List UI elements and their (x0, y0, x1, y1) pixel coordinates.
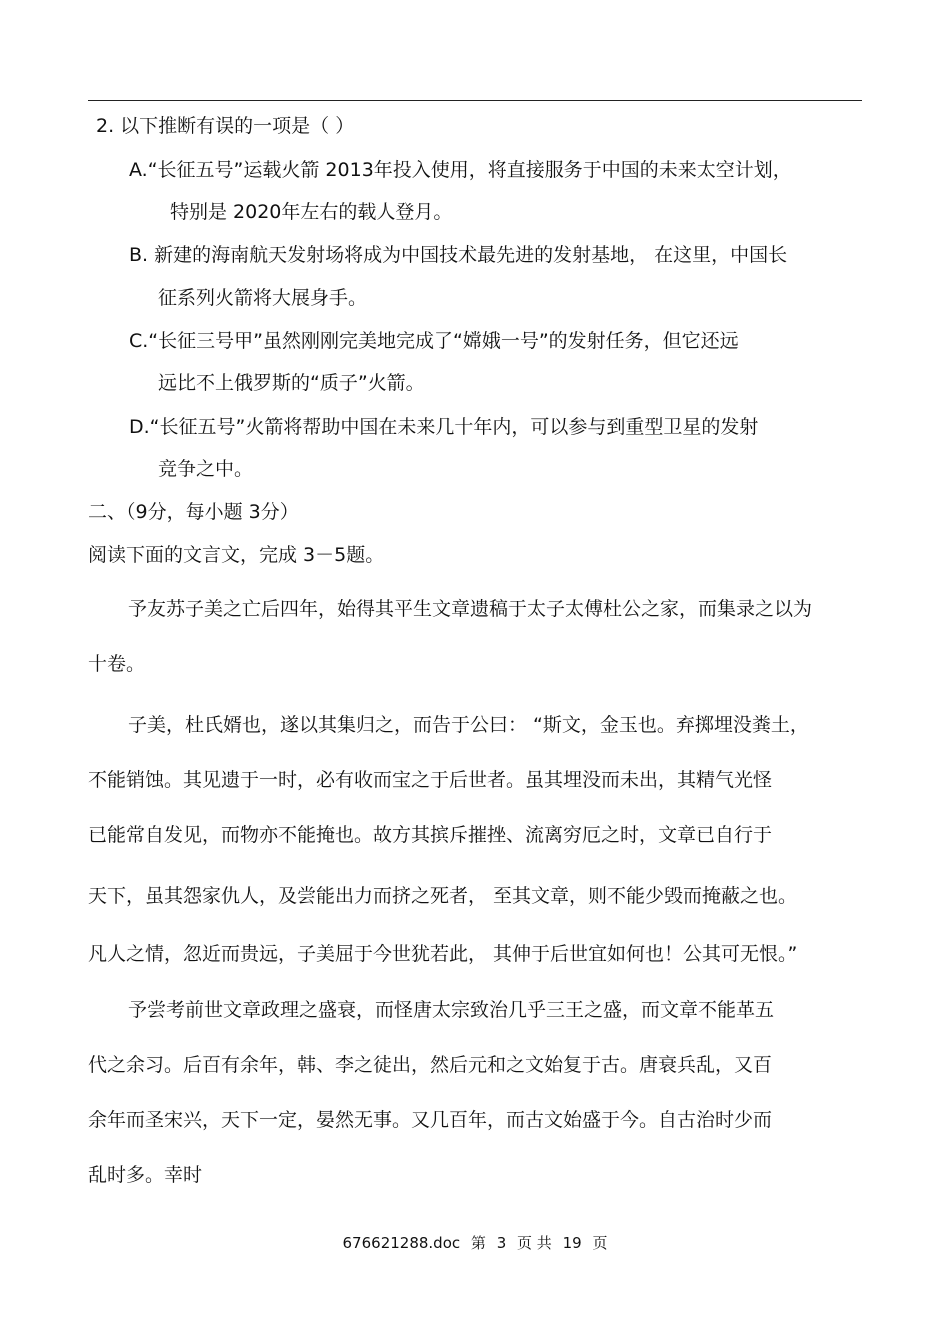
section-2-instruction: 阅读下面的文言文，完成 3－5题。 (88, 544, 385, 566)
passage-line: 乱时多。幸时 (88, 1164, 203, 1186)
passage-line: 十卷。 (88, 653, 146, 675)
passage-line: 予友苏子美之亡后四年，始得其平生文章遗稿于太子太傅杜公之家，而集录之以为 (128, 598, 813, 620)
passage-line: 予尝考前世文章政理之盛衰，而怪唐太宗致治几乎三王之盛，而文章不能革五 (128, 999, 775, 1021)
footer-page-mid: 页 共 (517, 1234, 552, 1252)
option-c-line-1: C.“长征三号甲”虽然刚刚完美地完成了“嫦娥一号”的发射任务，但它还远 (129, 330, 739, 352)
passage-line: 凡人之情，忽近而贵远，子美屈于今世犹若此， 其伸于后世宜如何也！公其可无恨。” (88, 943, 798, 965)
footer-filename: 676621288.doc (342, 1234, 461, 1252)
footer-total-pages: 19 (562, 1234, 582, 1252)
passage-line: 代之余习。后百有余年，韩、李之徒出，然后元和之文始复于古。唐衰兵乱，又百 (88, 1054, 773, 1076)
question-2-stem: 2. 以下推断有误的一项是（ ） (96, 115, 355, 137)
option-c-line-2: 远比不上俄罗斯的“质子”火箭。 (158, 372, 425, 394)
option-b-line-2: 征系列火箭将大展身手。 (158, 287, 368, 309)
option-d-line-2: 竞争之中。 (158, 458, 254, 480)
passage-line: 余年而圣宋兴，天下一定，晏然无事。又几百年，而古文始盛于今。自古治时少而 (88, 1109, 773, 1131)
passage-line: 子美，杜氏婿也，遂以其集归之，而告于公曰： “斯文，金玉也。弃掷埋没粪土， (128, 714, 809, 736)
footer-page-number: 3 (496, 1234, 507, 1252)
option-d-line-1: D.“长征五号”火箭将帮助中国在未来几十年内，可以参与到重型卫星的发射 (129, 416, 759, 438)
option-a-line-2: 特别是 2020年左右的载人登月。 (170, 201, 453, 223)
section-2-heading: 二、（9分，每小题 3分） (88, 501, 299, 523)
footer-page-prefix: 第 (470, 1234, 486, 1252)
header-rule (88, 100, 862, 101)
passage-line: 天下，虽其怨家仇人，及尝能出力而挤之死者， 至其文章，则不能少毁而掩蔽之也。 (88, 885, 798, 907)
passage-line: 不能销蚀。其见遗于一时，必有收而宝之于后世者。虽其埋没而未出，其精气光怪 (88, 769, 773, 791)
option-a-line-1: A.“长征五号”运载火箭 2013年投入使用，将直接服务于中国的未来太空计划， (129, 159, 792, 181)
footer-page-suffix: 页 (592, 1234, 608, 1252)
option-b-line-1: B. 新建的海南航天发射场将成为中国技术最先进的发射基地， 在这里，中国长 (129, 244, 788, 266)
passage-line: 已能常自发见，而物亦不能掩也。故方其摈斥摧挫、流离穷厄之时，文章已自行于 (88, 824, 773, 846)
page-footer (0, 1233, 950, 1253)
